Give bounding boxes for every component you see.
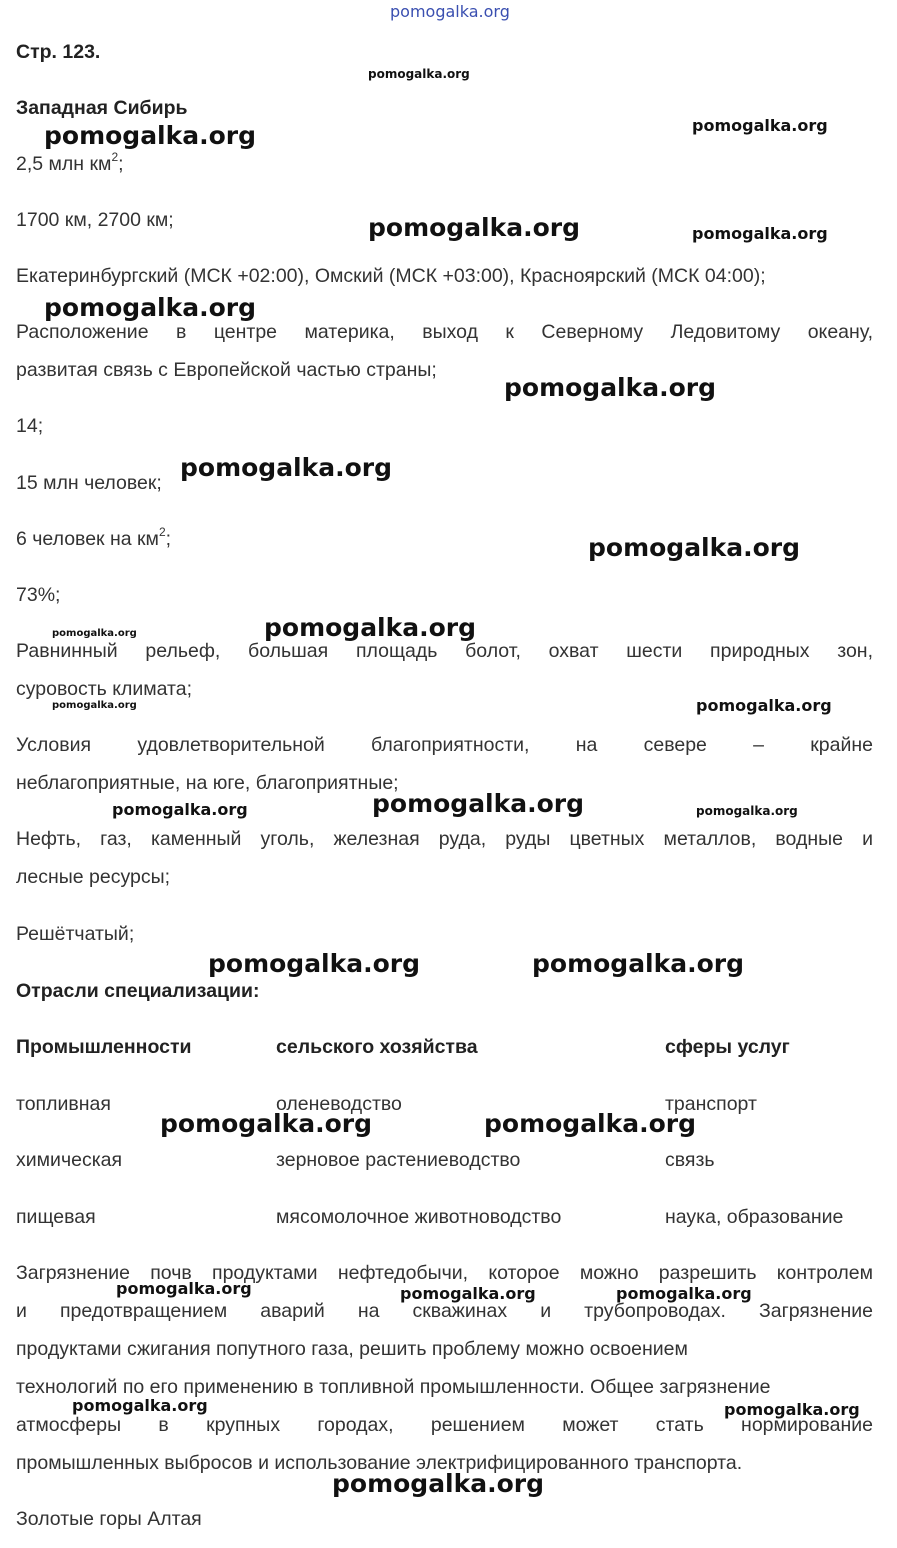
watermark: pomogalka.org [116,1279,252,1298]
specialization-title: Отрасли специализации: [16,980,260,1002]
area-value: 2,5 млн км [16,153,112,175]
watermark: pomogalka.org [180,453,393,482]
area-line [16,145,873,183]
table-cell: наука, образование [665,1206,844,1228]
urban-line: 73%; [16,584,61,606]
table-cell: топливная [16,1093,111,1115]
ecology-line-6: промышленных выбросов и использование электрифицированного транспорта. [16,1452,743,1474]
watermark: pomogalka.org [532,949,745,978]
page-number: Стр. 123. [16,41,101,63]
ecology-line-1: Загрязнение почв продуктами нефтедобычи, которое можно разрешить контролем [16,1262,873,1284]
watermark: pomogalka.org [372,789,585,818]
watermark: pomogalka.org [332,1469,545,1498]
dimensions-line: 1700 км, 2700 км; [16,209,174,231]
header-watermark: pomogalka.org [390,2,510,21]
heritage-line: Золотые горы Алтая [16,1508,202,1530]
watermark: pomogalka.org [160,1109,373,1138]
ecology-line-2: и предотвращением аварий на скважинах и трубопроводах. Загрязнение [16,1300,873,1322]
watermark: pomogalka.org [52,628,137,639]
nature-line-1: Равнинный рельеф, большая площадь болот, охват шести природных зон, [16,640,873,662]
watermark: pomogalka.org [588,533,801,562]
table-cell: оленеводство [276,1093,402,1115]
conditions-line-2: неблагоприятные, на юге, благоприятные; [16,772,399,794]
population-line: 15 млн человек; [16,472,162,494]
watermark: pomogalka.org [692,224,828,243]
table-cell: зерновое растениеводство [276,1149,521,1171]
time-zones-line: Екатеринбургский (МСК +02:00), Омский (МСК +03:00), Красноярский (МСК 04:00); [16,265,766,287]
density-value: 6 человек на км [16,528,159,550]
resources-line-1: Нефть, газ, каменный уголь, железная руда, руды цветных металлов, водные и [16,828,873,850]
nature-line-2: суровость климата; [16,678,193,700]
table-cell: связь [665,1149,715,1171]
watermark: pomogalka.org [112,800,248,819]
table-cell: мясомолочное животноводство [276,1206,562,1228]
ecology-line-3: продуктами сжигания попутного газа, решить проблему можно освоением [16,1338,688,1360]
watermark: pomogalka.org [484,1109,697,1138]
watermark: pomogalka.org [368,67,470,81]
location-line-2: развитая связь с Европейской частью страны; [16,359,437,381]
network-line: Решётчатый; [16,923,135,945]
watermark: pomogalka.org [44,121,257,150]
watermark: pomogalka.org [208,949,421,978]
conditions-line-1: Условия удовлетворительной благоприятности, на севере – крайне [16,734,873,756]
area-sup: 2 [111,149,119,164]
watermark: pomogalka.org [616,1284,752,1303]
specialization-table [16,1028,873,1248]
watermark: pomogalka.org [696,696,832,715]
watermark: pomogalka.org [504,373,717,402]
watermark: pomogalka.org [696,804,798,818]
resources-line-2: лесные ресурсы; [16,866,171,888]
density-end: ; [165,528,172,550]
region-title: Западная Сибирь [16,97,188,119]
subjects-line: 14; [16,415,44,437]
watermark: pomogalka.org [368,213,581,242]
area-end: ; [118,153,124,175]
table-header-services: сферы услуг [665,1036,790,1058]
ecology-line-5: атмосферы в крупных городах, решением может стать нормирование [16,1414,873,1436]
watermark: pomogalka.org [52,700,137,711]
watermark: pomogalka.org [44,293,257,322]
watermark: pomogalka.org [692,116,828,135]
watermark: pomogalka.org [72,1396,208,1415]
table-header-agriculture: сельского хозяйства [276,1036,478,1058]
watermark: pomogalka.org [400,1284,536,1303]
table-header-industry: Промышленности [16,1036,192,1058]
location-line-1: Расположение в центре материка, выход к Северному Ледовитому океану, [16,321,873,343]
table-cell: пищевая [16,1206,96,1228]
density-sup: 2 [158,524,166,539]
resources-paragraph [16,820,873,896]
table-cell: транспорт [665,1093,757,1115]
location-paragraph [16,313,873,389]
table-cell: химическая [16,1149,123,1171]
watermark: pomogalka.org [264,613,477,642]
ecology-line-4: технологий по его применению в топливной промышленности. Общее загрязнение [16,1376,771,1398]
watermark: pomogalka.org [724,1400,860,1419]
